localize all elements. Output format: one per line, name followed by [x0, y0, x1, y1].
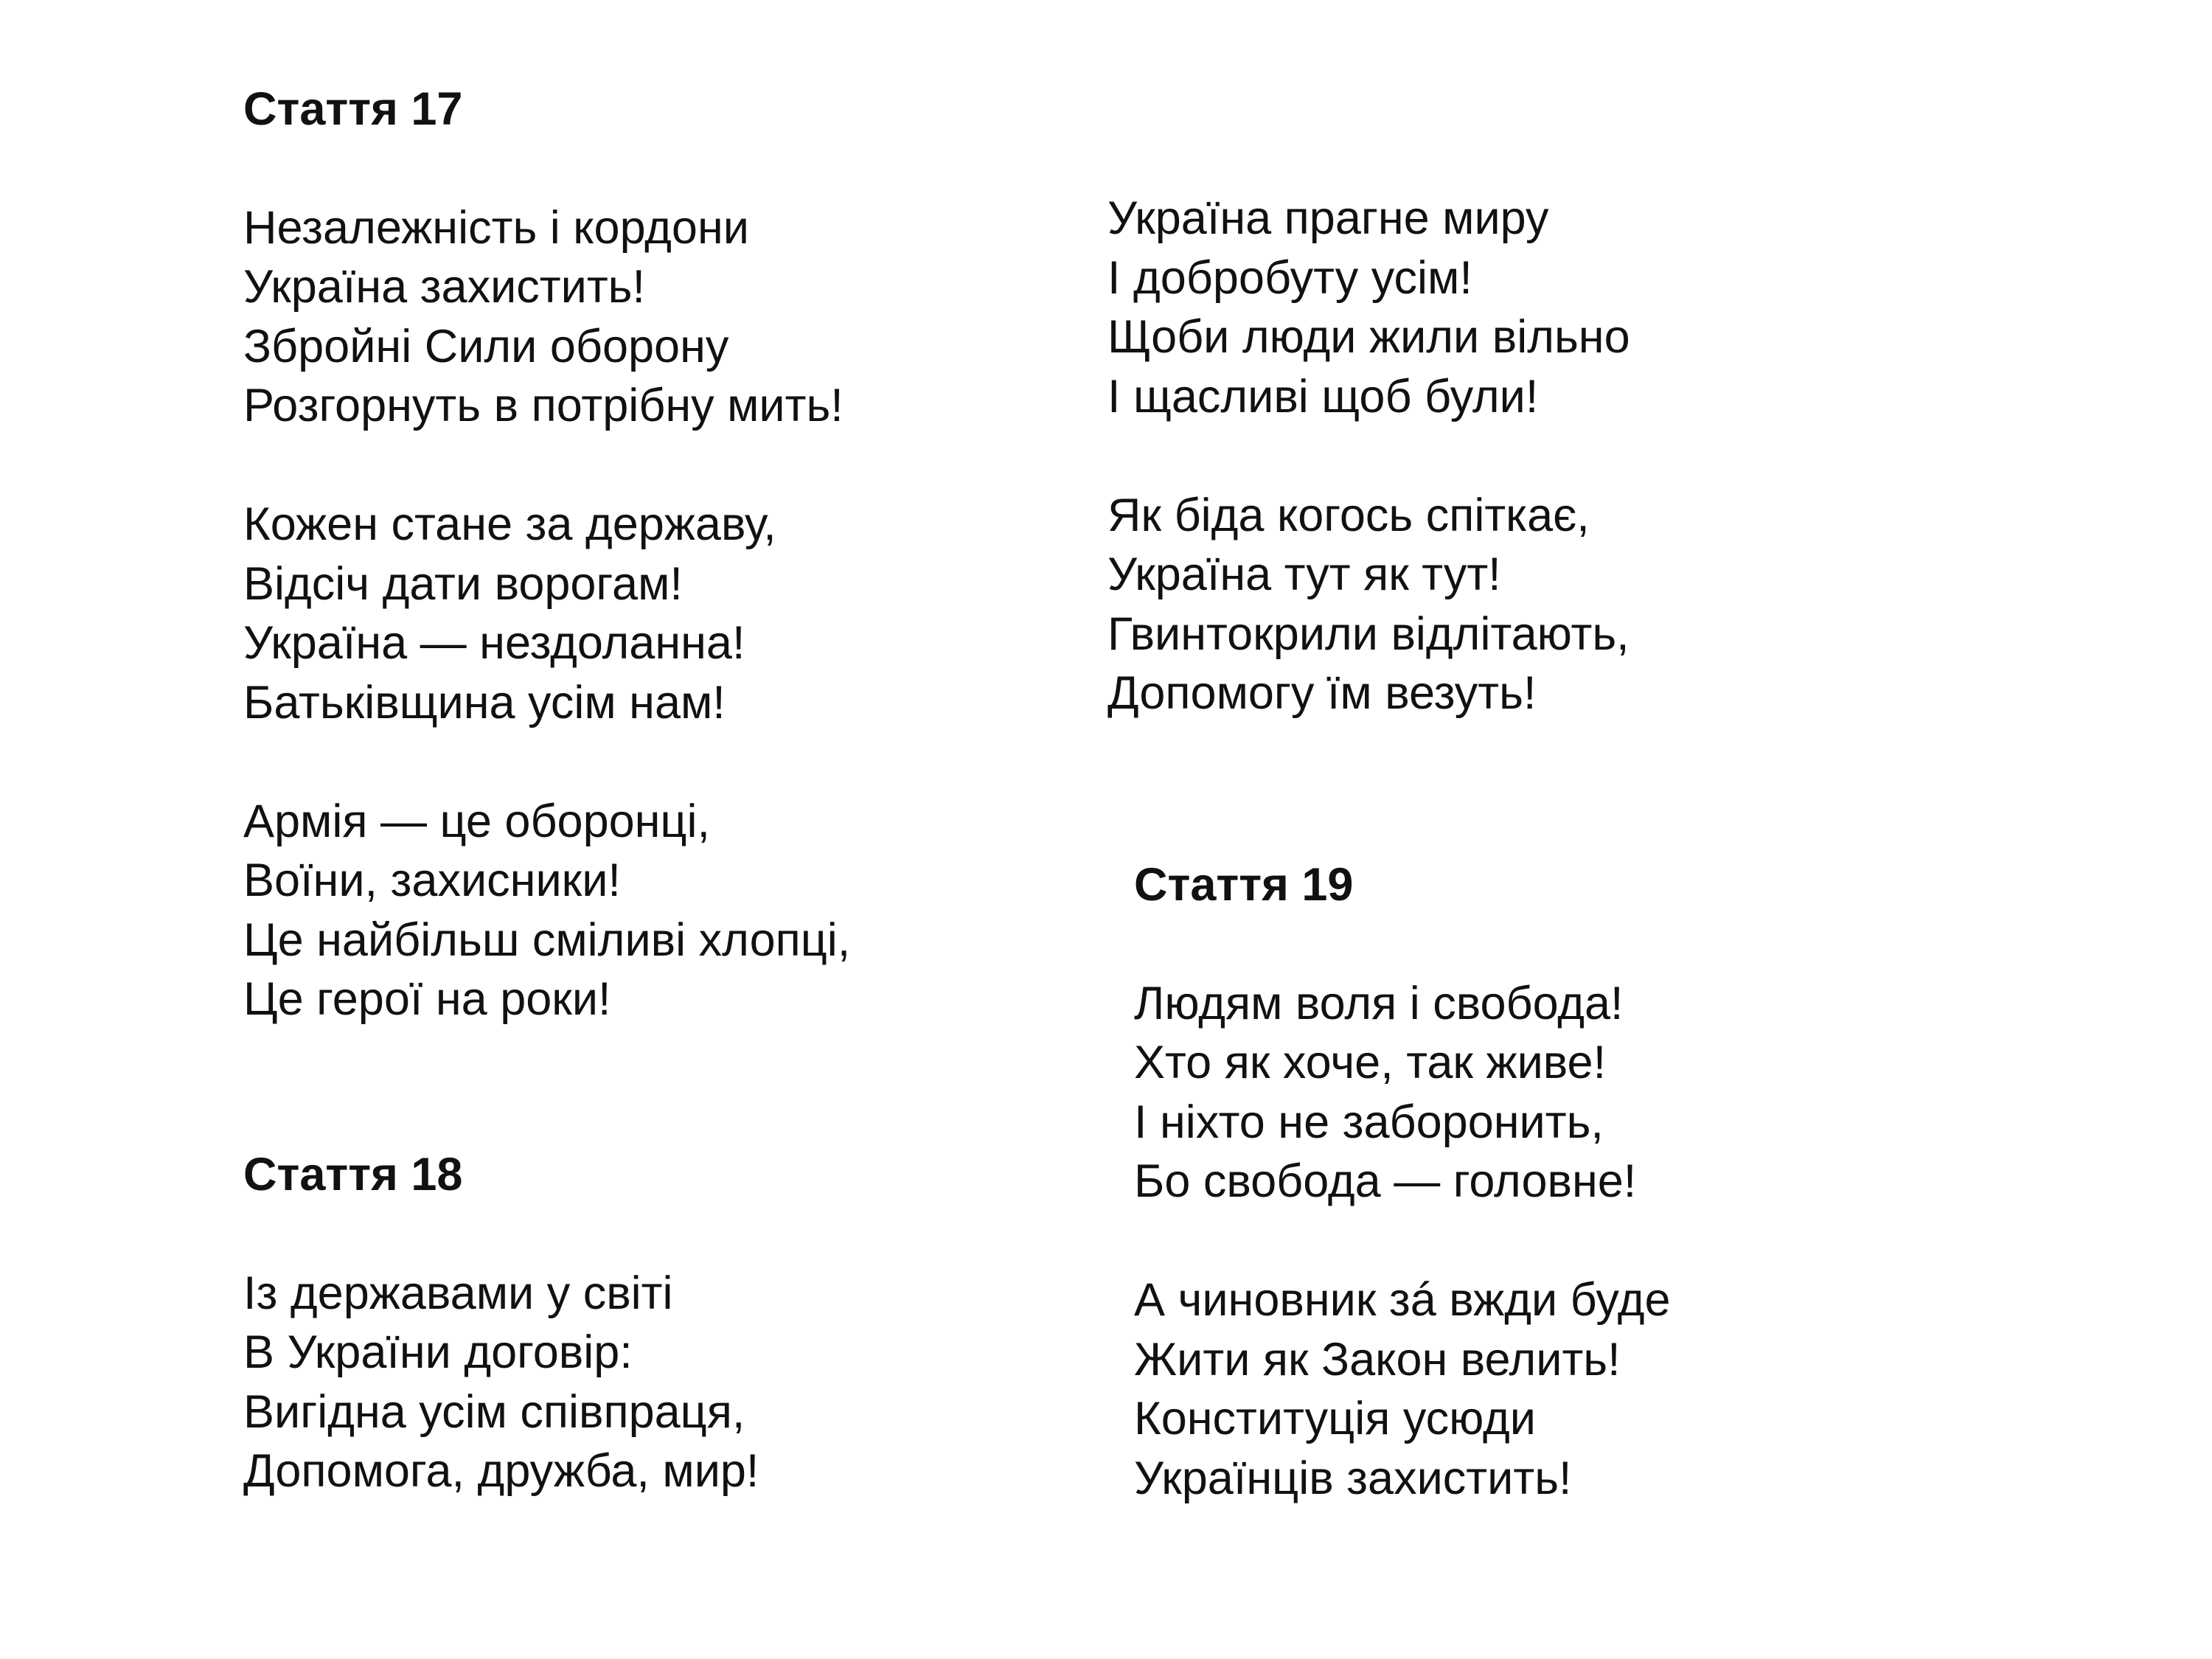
- article-18-stanza-3: [1107, 486, 1630, 723]
- verse-line: І ніхто не заборонить,: [1134, 1096, 1604, 1148]
- verse-line: В України договір:: [243, 1326, 633, 1378]
- verse-line: Із державами у світі: [243, 1267, 673, 1319]
- verse-line: Вигідна усім співпраця,: [243, 1385, 745, 1438]
- article-17: [243, 80, 850, 1029]
- verse-line: Жити як Закон велить!: [1134, 1333, 1621, 1385]
- verse-line: А чиновник зá вжди буде: [1134, 1274, 1671, 1326]
- verse-line: Воїни, захисники!: [243, 855, 621, 906]
- verse-line: Армія — це оборонці,: [243, 795, 711, 847]
- verse-line: Щоби люди жили вільно: [1107, 311, 1630, 363]
- verse-line: Незалежність і кордони: [243, 201, 749, 254]
- verse-line: І добробуту усім!: [1107, 251, 1472, 304]
- article-18-title: Стаття 18: [243, 1149, 463, 1200]
- article-18-continued: [1107, 189, 1630, 723]
- verse-line: Україна захистить!: [243, 261, 646, 313]
- verse-line: І щасливі щоб були!: [1107, 370, 1539, 422]
- verse-line: Розгорнуть в потрібну мить!: [243, 380, 844, 431]
- article-19-stanza-2: [1134, 1270, 1671, 1508]
- verse-line: Кожен стане за державу,: [243, 498, 776, 550]
- verse-line: Відсіч дати ворогам!: [243, 557, 683, 610]
- verse-line: Допомога, дружба, мир!: [243, 1445, 759, 1497]
- verse-line: Конституція усюди: [1134, 1393, 1536, 1444]
- verse-line: Україна — нездоланна!: [243, 617, 745, 669]
- article-18-stanza-1: [243, 1264, 759, 1501]
- verse-line: Це герої на роки!: [243, 973, 611, 1025]
- verse-line: Батьківщина усім нам!: [243, 676, 726, 728]
- article-17-stanza-3: [243, 792, 850, 1029]
- verse-line: Хто як хоче, так живе!: [1134, 1037, 1607, 1088]
- verse-line: Людям воля і свобода!: [1134, 977, 1624, 1029]
- verse-line: Україна прагне миру: [1107, 192, 1549, 244]
- verse-line: Допомогу їм везуть!: [1107, 667, 1537, 719]
- verse-line: Як біда когось спіткає,: [1107, 489, 1590, 541]
- verse-line: Гвинтокрили відлітають,: [1107, 608, 1630, 660]
- article-17-stanza-2: [243, 495, 850, 732]
- article-19: [1134, 855, 1671, 1508]
- article-17-title: Стаття 17: [243, 83, 463, 135]
- article-17-stanza-1: [243, 198, 850, 436]
- article-19-stanza-1: [1134, 974, 1671, 1211]
- verse-line: Збройні Сили оборону: [243, 320, 729, 372]
- verse-line: Україна тут як тут!: [1107, 549, 1501, 600]
- verse-line: Українців захистить!: [1134, 1452, 1572, 1504]
- article-18: [243, 1145, 759, 1501]
- article-18-stanza-2: [1107, 189, 1630, 426]
- verse-line: Це найбільш сміливі хлопці,: [243, 914, 851, 966]
- verse-line: Бо свобода — головне!: [1134, 1155, 1637, 1207]
- article-19-title: Стаття 19: [1134, 859, 1354, 911]
